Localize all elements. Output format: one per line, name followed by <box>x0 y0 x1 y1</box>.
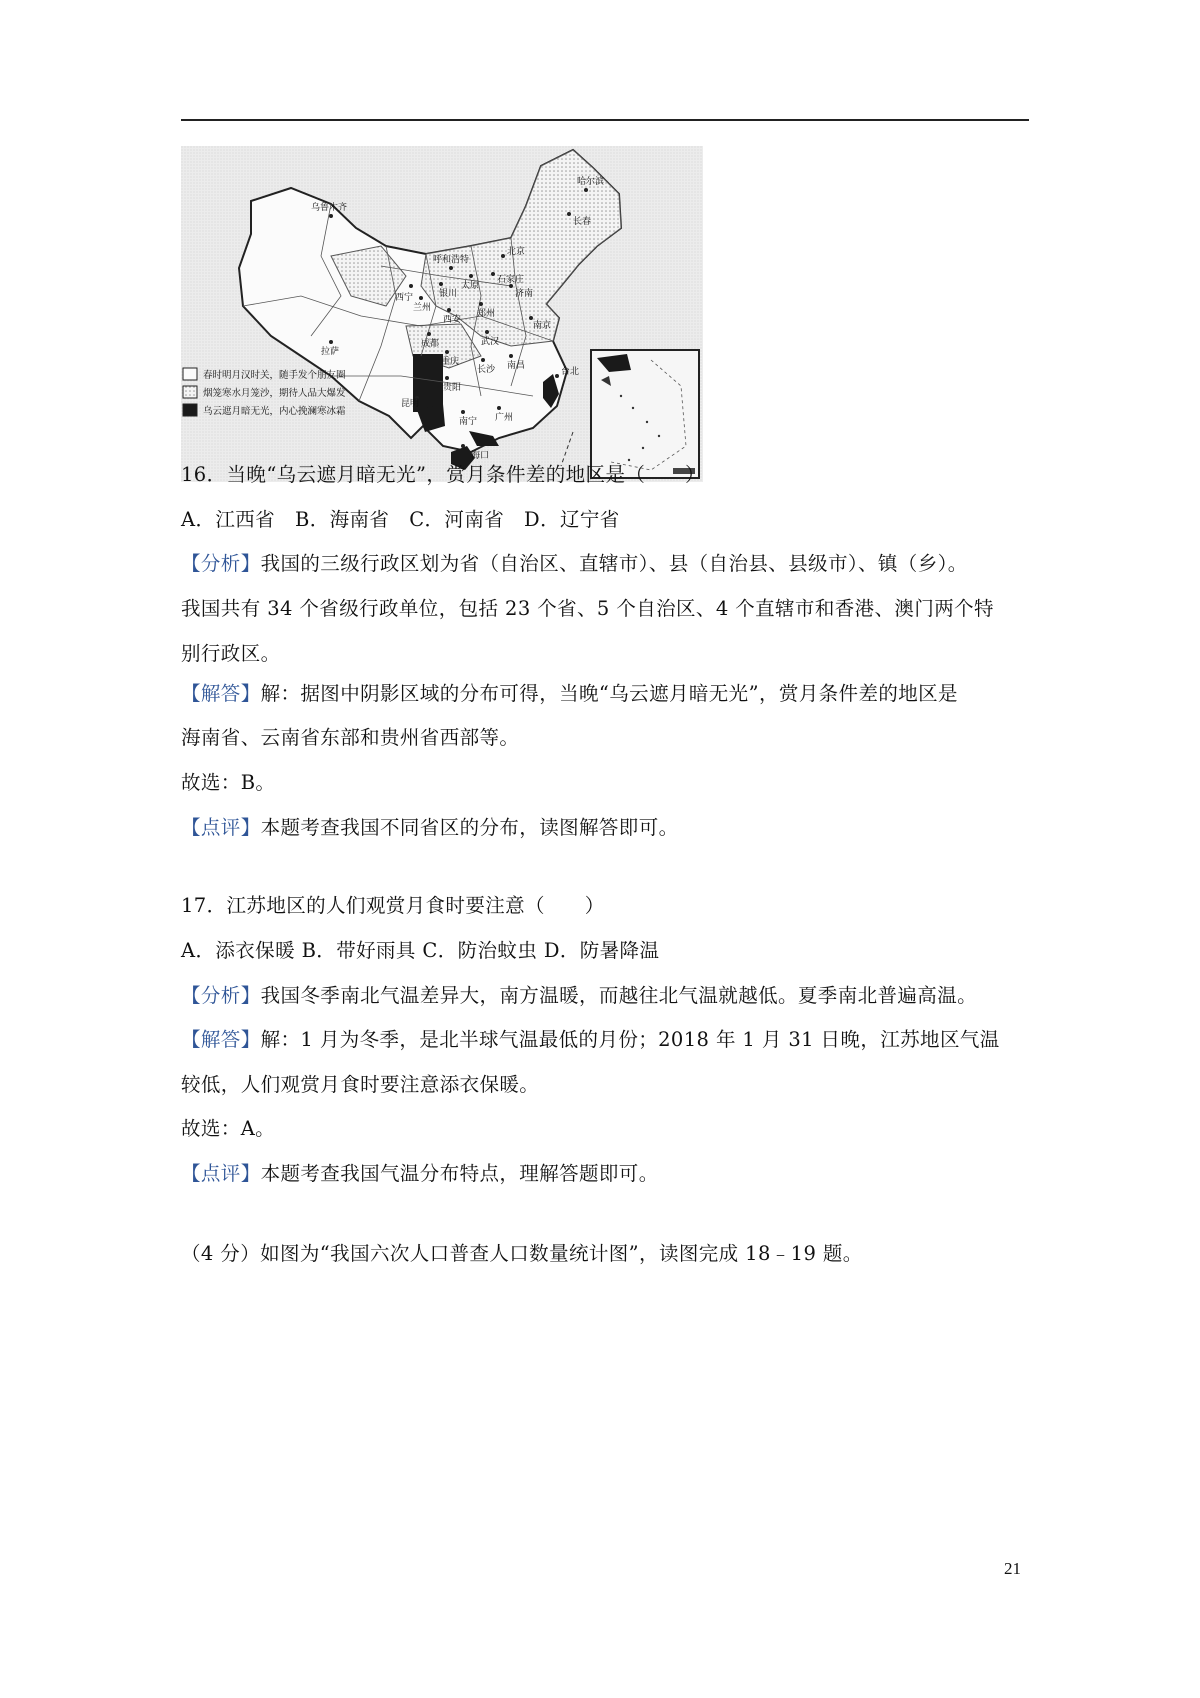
analysis-text: 我国的三级行政区划为省（自治区、直辖市）、县（自治县、县级市）、镇（乡）。 <box>260 552 968 575</box>
city-label: 长春 <box>573 217 592 227</box>
q17-analysis <box>181 981 1031 1011</box>
city-label: 拉萨 <box>321 347 340 357</box>
q16-stem: 16．当晚“乌云遮月暗无光”，赏月条件差的地区是（ ） <box>181 463 705 486</box>
china-map-figure <box>181 146 703 482</box>
legend-label: 乌云遮月暗无光，内心挽澜寒冰霜 <box>203 406 346 417</box>
q16-answer-line-1 <box>181 679 1031 709</box>
city-label: 广州 <box>495 413 514 423</box>
q17-answer-line-2: 较低，人们观赏月食时要注意添衣保暖。 <box>181 1073 540 1096</box>
city-label: 太原 <box>461 281 480 291</box>
q17-comment <box>181 1159 1031 1189</box>
q16-analysis-line-3: 别行政区。 <box>181 642 281 665</box>
map-legend <box>183 368 346 417</box>
next-question-intro: （4 分）如图为“我国六次人口普查人口数量统计图”，读图完成 18﹣19 题。 <box>181 1242 863 1265</box>
city-label: 贵阳 <box>443 383 462 393</box>
analysis-tag: 【分析】 <box>181 552 261 575</box>
city-label: 成都 <box>421 339 440 349</box>
q17-answer-line-1 <box>181 1025 1031 1055</box>
city-label: 呼和浩特 <box>433 255 470 265</box>
comment-text: 本题考查我国气温分布特点，理解答题即可。 <box>260 1162 659 1185</box>
comment-tag: 【点评】 <box>181 1162 261 1185</box>
analysis-tag: 【分析】 <box>181 984 261 1007</box>
answer-text: 解：1 月为冬季，是北半球气温最低的月份；2018 年 1 月 31 日晚，江苏地区气温 <box>260 1028 1000 1051</box>
city-label: 兰州 <box>413 303 432 313</box>
city-label: 重庆 <box>441 357 460 367</box>
city-label: 海口 <box>471 451 490 461</box>
city-label: 石家庄 <box>497 275 525 285</box>
q16-answer-line-2: 海南省、云南省东部和贵州省西部等。 <box>181 726 520 749</box>
city-label: 银川 <box>439 289 458 299</box>
analysis-text: 我国冬季南北气温差异大，南方温暖，而越往北气温就越低。夏季南北普遍高温。 <box>260 984 978 1007</box>
answer-tag: 【解答】 <box>181 682 261 705</box>
q16-options: A．江西省 B．海南省 C．河南省 D．辽宁省 <box>181 508 620 531</box>
city-label: 西安 <box>443 315 462 325</box>
city-label: 乌鲁木齐 <box>311 203 348 213</box>
city-label: 南昌 <box>507 361 526 371</box>
city-label: 济南 <box>515 289 534 299</box>
q17-stem: 17．江苏地区的人们观赏月食时要注意（ ） <box>181 894 605 917</box>
city-label: 南宁 <box>459 417 478 427</box>
q16-choice: 故选：B。 <box>181 771 276 794</box>
answer-text: 解：据图中阴影区域的分布可得，当晚“乌云遮月暗无光”，赏月条件差的地区是 <box>260 682 958 705</box>
city-label: 南京 <box>533 321 552 331</box>
china-map <box>181 146 703 482</box>
south-china-sea-inset <box>591 350 699 478</box>
q16-analysis-line-1 <box>181 549 1031 579</box>
legend-label: 烟笼寒水月笼沙，期待人品大爆发 <box>203 388 346 399</box>
q16-comment <box>181 813 1031 843</box>
city-label: 台北 <box>561 367 580 377</box>
answer-tag: 【解答】 <box>181 1028 261 1051</box>
q16-analysis-line-2: 我国共有 34 个省级行政单位，包括 23 个省、5 个自治区、4 个直辖市和香港、澳门两个特 <box>181 597 994 620</box>
q17-options: A．添衣保暖 B．带好雨具 C．防治蚊虫 D．防暑降温 <box>181 939 660 962</box>
city-label: 哈尔滨 <box>577 177 605 187</box>
page-number: 21 <box>1004 1559 1021 1578</box>
city-label: 郑州 <box>477 309 496 319</box>
header-rule <box>181 119 1029 121</box>
city-label: 西宁 <box>395 293 414 303</box>
city-label: 长沙 <box>477 365 496 375</box>
city-label: 北京 <box>507 247 526 257</box>
comment-tag: 【点评】 <box>181 816 261 839</box>
city-label: 昆明 <box>401 399 420 409</box>
comment-text: 本题考查我国不同省区的分布，读图解答即可。 <box>260 816 679 839</box>
city-label: 武汉 <box>481 337 500 347</box>
q17-choice: 故选：A。 <box>181 1117 276 1140</box>
legend-label: 春时明月汉时关，随手发个朋友圈 <box>203 370 346 381</box>
